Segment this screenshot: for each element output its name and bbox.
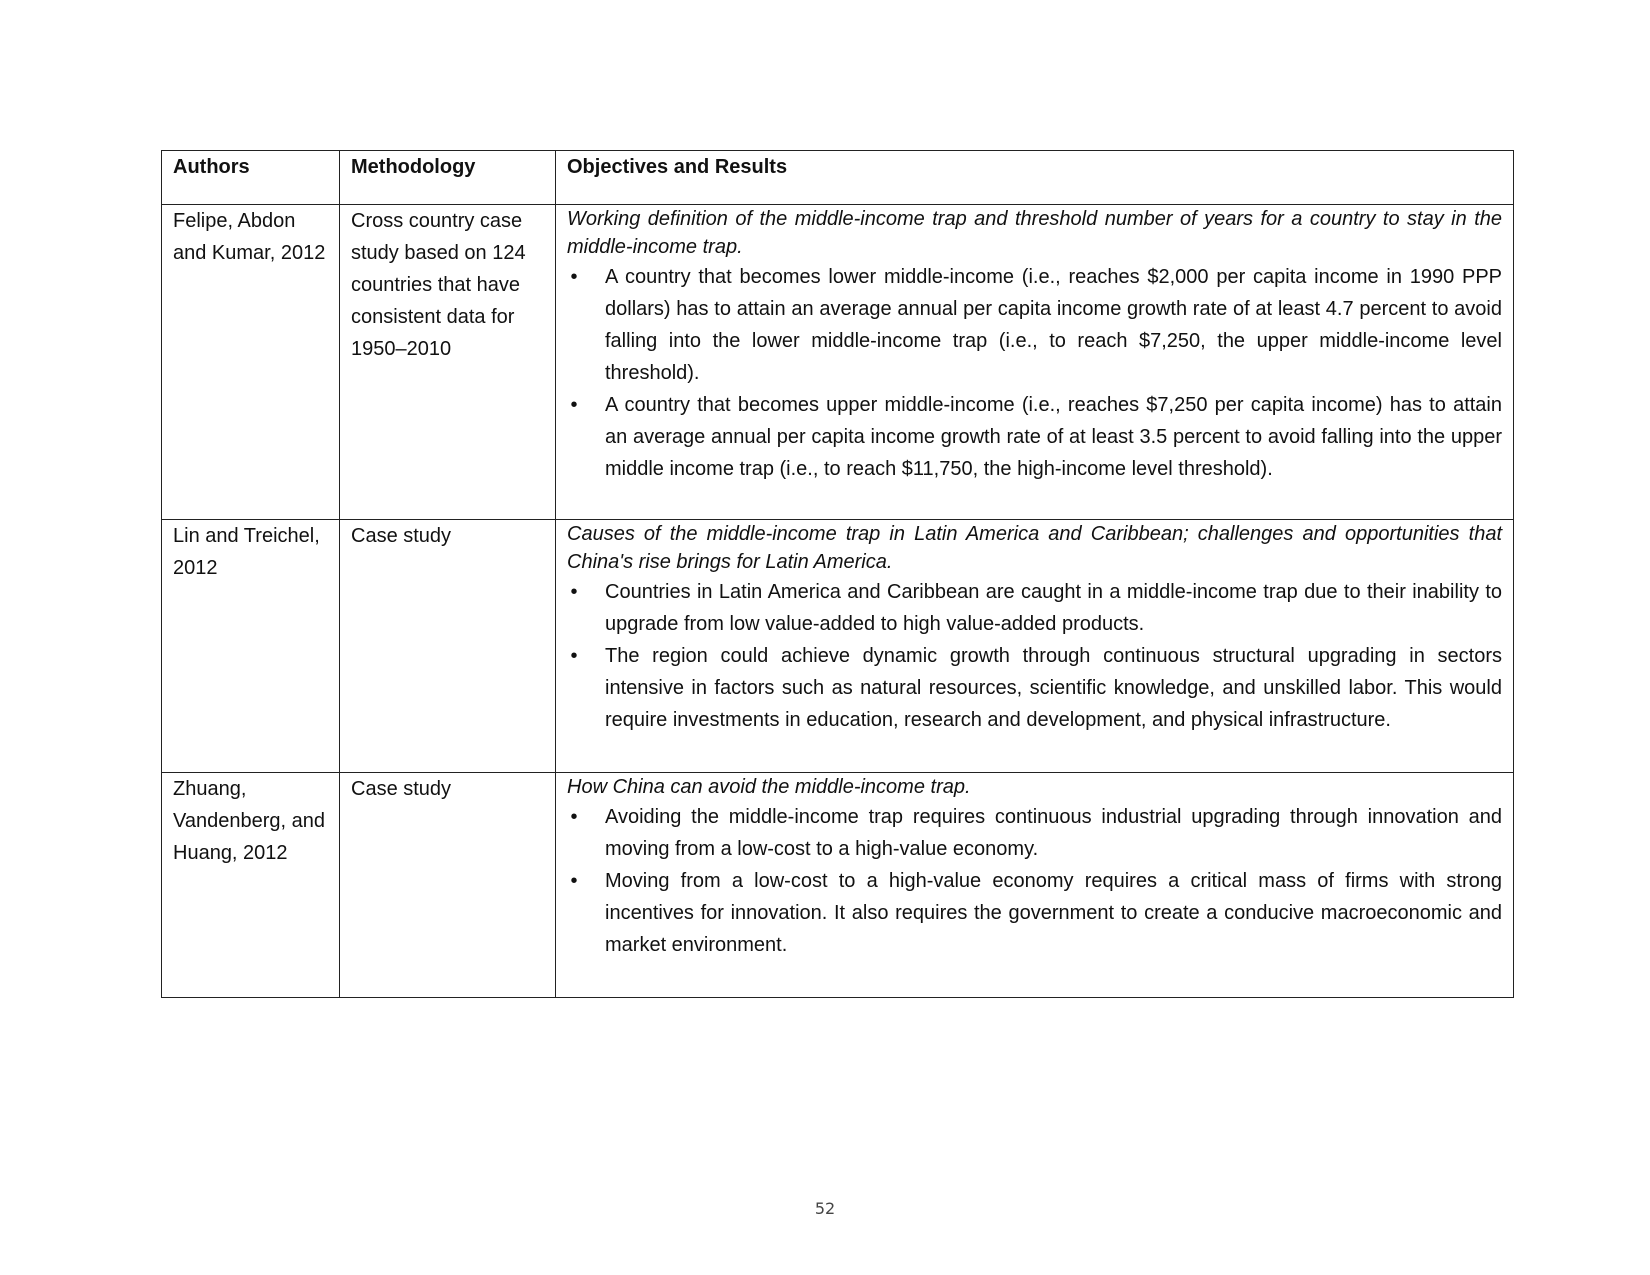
objective-text: Causes of the middle-income trap in Latin America and Caribbean; challenges and opportunities that China's rise brings for Latin America. — [567, 523, 1502, 573]
table-row — [162, 205, 1514, 520]
table-header-row — [162, 151, 1514, 205]
methodology-cell: Cross country case study based on 124 countries that have consistent data for 1950–2010 — [340, 205, 556, 520]
list-item: • Countries in Latin America and Caribbean are caught in a middle-income trap due to their inability to upgrade from low value-added to high value-added products. — [567, 576, 1502, 640]
bullet-icon: • — [570, 581, 578, 603]
list-item: • A country that becomes lower middle-income (i.e., reaches $2,000 per capita income in 1990 PPP dollars) has to attain an average annual per capita income growth rate of at least 4.7 percent to avoid falling into the lower middle-income trap (i.e., to reach $7,250, the upper middle-income level threshold). — [567, 261, 1502, 389]
table-row — [162, 520, 1514, 773]
list-item: • Avoiding the middle-income trap requires continuous industrial upgrading through innovation and moving from a low-cost to a high-value economy. — [567, 801, 1502, 865]
table-row — [162, 773, 1514, 998]
objectives-cell — [556, 205, 1514, 520]
methodology-cell: Case study — [340, 520, 556, 773]
header-objectives-results: Objectives and Results — [556, 151, 1514, 205]
page-number: 52 — [814, 1199, 836, 1218]
bullet-icon: • — [570, 645, 578, 667]
bullet-icon: • — [570, 266, 578, 288]
results-list — [567, 801, 1502, 961]
list-item: • The region could achieve dynamic growth through continuous structural upgrading in sectors intensive in factors such as natural resources, scientific knowledge, and unskilled labor. This would require investments in education, research and development, and physical infrastructure. — [567, 640, 1502, 736]
authors-cell: Lin and Treichel, 2012 — [162, 520, 340, 773]
list-item: • A country that becomes upper middle-income (i.e., reaches $7,250 per capita income) has to attain an average annual per capita income growth rate of at least 3.5 percent to avoid falling into the upper middle income trap (i.e., to reach $11,750, the high-income level threshold). — [567, 389, 1502, 485]
bullet-icon: • — [570, 806, 578, 828]
header-authors: Authors — [162, 151, 340, 205]
literature-table — [161, 150, 1514, 998]
methodology-cell: Case study — [340, 773, 556, 998]
bullet-icon: • — [570, 394, 578, 416]
objectives-cell — [556, 520, 1514, 773]
results-list — [567, 261, 1502, 485]
objectives-cell — [556, 773, 1514, 998]
objective-text: How China can avoid the middle-income trap. — [567, 776, 971, 798]
bullet-icon: • — [570, 870, 578, 892]
list-item: • Moving from a low-cost to a high-value economy requires a critical mass of firms with strong incentives for innovation. It also requires the government to create a conducive macroeconomic and market environment. — [567, 865, 1502, 961]
objective-text: Working definition of the middle-income trap and threshold number of years for a country to stay in the middle-income trap. — [567, 208, 1502, 258]
authors-cell: Felipe, Abdon and Kumar, 2012 — [162, 205, 340, 520]
header-methodology: Methodology — [340, 151, 556, 205]
authors-cell: Zhuang, Vandenberg, and Huang, 2012 — [162, 773, 340, 998]
results-list — [567, 576, 1502, 736]
